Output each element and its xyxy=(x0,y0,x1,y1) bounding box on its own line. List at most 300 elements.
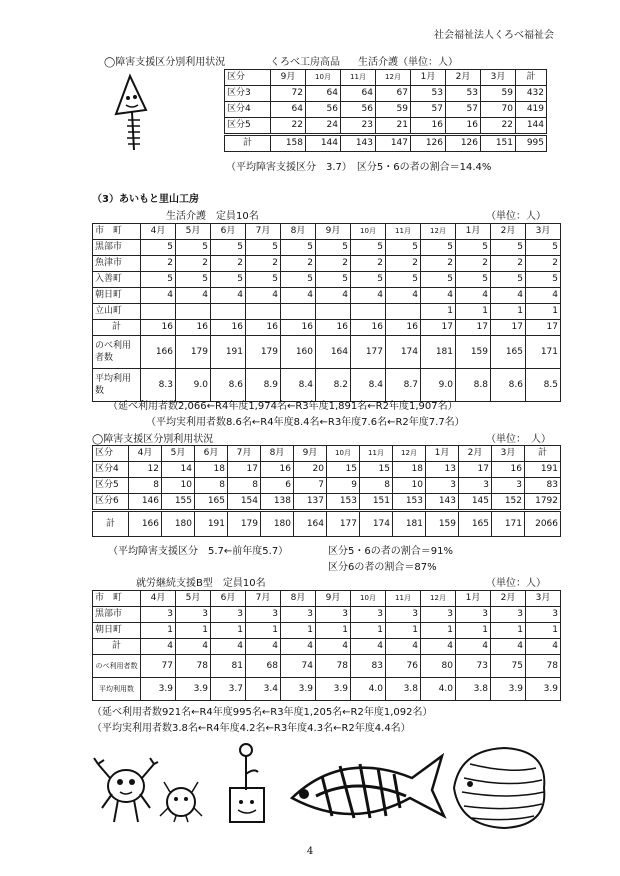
column-header: 区分 xyxy=(93,446,129,462)
sec4-note2: （平均実利用者数3.8名←R4年度4.2名←R3年度4.3名←R2年度4.4名） xyxy=(92,723,411,734)
table-cell: 3 xyxy=(421,607,456,623)
table-cell: 53 xyxy=(446,86,481,102)
table-cell: 23 xyxy=(341,118,376,135)
column-header: 9月 xyxy=(271,70,306,86)
table-cell: 177 xyxy=(327,511,360,537)
table-cell: 4 xyxy=(176,288,211,304)
table-cell: 8 xyxy=(360,478,393,494)
table-row xyxy=(93,240,561,256)
table-cell: 64 xyxy=(306,86,341,102)
table-cell: 153 xyxy=(393,494,426,511)
table-cell: 4 xyxy=(176,639,211,655)
table-cell: 3 xyxy=(459,478,492,494)
table-cell: 57 xyxy=(411,102,446,118)
sec3-title: ◯障害支援区分別利用状況 xyxy=(92,434,214,445)
table-cell: 5 xyxy=(386,272,421,288)
table-cell: 152 xyxy=(492,494,525,511)
table-cell: 174 xyxy=(386,336,421,369)
table-cell: 5 xyxy=(386,240,421,256)
header-row xyxy=(93,591,561,607)
table-cell: 81 xyxy=(211,655,246,678)
table-row xyxy=(93,462,561,478)
table-cell: 4 xyxy=(491,288,526,304)
column-header: 8月 xyxy=(261,446,294,462)
table-cell: 3.9 xyxy=(491,678,526,701)
table-cell: 2 xyxy=(456,256,491,272)
table-cell: 191 xyxy=(195,511,228,537)
table-cell: 70 xyxy=(481,102,516,118)
table-row xyxy=(93,607,561,623)
table-cell: 3 xyxy=(426,478,459,494)
table-cell: 4 xyxy=(386,288,421,304)
column-header: 5月 xyxy=(176,224,211,240)
round-fish-drawing-icon xyxy=(448,744,552,830)
table-cell: 3.9 xyxy=(526,678,561,701)
table-cell: 17 xyxy=(228,462,261,478)
table-cell: 17 xyxy=(456,320,491,336)
table-cell: 8.4 xyxy=(351,369,386,402)
table-cell: 5 xyxy=(316,272,351,288)
column-header: 4月 xyxy=(129,446,162,462)
table-cell: 64 xyxy=(341,86,376,102)
table-cell: 4 xyxy=(141,288,176,304)
table-cell: 18 xyxy=(195,462,228,478)
table-cell: 4 xyxy=(351,288,386,304)
table-cell: 5 xyxy=(351,272,386,288)
table-cell: 8.7 xyxy=(386,369,421,402)
table-row xyxy=(225,135,547,152)
sec2-note1: （延べ利用者数2,066←R4年度1,974名←R3年度1,891名←R2年度1,907名） xyxy=(108,401,458,412)
table-cell: 995 xyxy=(516,135,547,152)
table-cell: 3 xyxy=(526,607,561,623)
table-cell: 181 xyxy=(421,336,456,369)
table-cell: 179 xyxy=(228,511,261,537)
table-cell: 432 xyxy=(516,86,547,102)
table-cell xyxy=(351,304,386,320)
table-cell: 191 xyxy=(525,462,561,478)
table-cell: 154 xyxy=(228,494,261,511)
table-cell: 5 xyxy=(491,272,526,288)
table-cell: 126 xyxy=(411,135,446,152)
table-cell: 73 xyxy=(456,655,491,678)
table-cell: 1 xyxy=(456,623,491,639)
row-label: 黒部市 xyxy=(93,607,141,623)
column-header: 計 xyxy=(516,70,547,86)
table-cell: 1 xyxy=(526,623,561,639)
table-cell: 4 xyxy=(421,288,456,304)
table-cell: 67 xyxy=(376,86,411,102)
column-header: 12月 xyxy=(393,446,426,462)
table-row xyxy=(93,272,561,288)
table-cell: 166 xyxy=(141,336,176,369)
row-label: 区分4 xyxy=(225,102,271,118)
table-cell: 2 xyxy=(491,256,526,272)
table-cell: 56 xyxy=(341,102,376,118)
table-row xyxy=(93,320,561,336)
table-cell: 1 xyxy=(316,623,351,639)
table-row xyxy=(93,478,561,494)
table-cell: 17 xyxy=(421,320,456,336)
column-header: 4月 xyxy=(141,591,176,607)
table-cell: 2 xyxy=(421,256,456,272)
table-cell: 5 xyxy=(526,240,561,256)
table-cell: 16 xyxy=(176,320,211,336)
table-cell: 160 xyxy=(281,336,316,369)
table-cell: 144 xyxy=(516,118,547,135)
table-cell: 78 xyxy=(176,655,211,678)
crab-drawing-icon xyxy=(90,748,160,828)
table-cell: 75 xyxy=(491,655,526,678)
sec2-subtitle: 生活介護 定員10名 xyxy=(166,211,259,222)
column-header: 2月 xyxy=(459,446,492,462)
column-header: 7月 xyxy=(228,446,261,462)
column-header: 8月 xyxy=(281,591,316,607)
column-header: 5月 xyxy=(176,591,211,607)
table-cell: 16 xyxy=(281,320,316,336)
table-cell: 21 xyxy=(376,118,411,135)
sec4-unit: （単位：人） xyxy=(486,578,546,589)
table-cell: 1 xyxy=(351,623,386,639)
table-cell: 8.2 xyxy=(316,369,351,402)
table-cell: 5 xyxy=(351,240,386,256)
table-cell: 4 xyxy=(316,639,351,655)
table-cell xyxy=(246,304,281,320)
table-cell: 16 xyxy=(411,118,446,135)
row-label: 入善町 xyxy=(93,272,141,288)
table-cell: 8 xyxy=(228,478,261,494)
table-cell: 155 xyxy=(162,494,195,511)
organization-name: 社会福祉法人くろべ福祉会 xyxy=(434,30,554,41)
table-cell: 177 xyxy=(351,336,386,369)
table-row xyxy=(93,639,561,655)
table-cell: 5 xyxy=(211,272,246,288)
table-cell: 16 xyxy=(316,320,351,336)
table-cell: 16 xyxy=(446,118,481,135)
row-label: 平均利用数 xyxy=(93,369,141,402)
column-header: 11月 xyxy=(386,224,421,240)
sec2-unit: （単位：人） xyxy=(486,211,546,222)
table-cell: 4 xyxy=(141,639,176,655)
table-cell: 2 xyxy=(526,256,561,272)
table-cell: 4 xyxy=(246,288,281,304)
table-cell: 4 xyxy=(526,639,561,655)
column-header: 3月 xyxy=(526,224,561,240)
table-cell: 9 xyxy=(327,478,360,494)
table-cell: 5 xyxy=(176,272,211,288)
column-header: 10月 xyxy=(351,224,386,240)
column-header: 5月 xyxy=(162,446,195,462)
table-cell: 179 xyxy=(246,336,281,369)
table-cell: 14 xyxy=(162,462,195,478)
table-cell: 8.4 xyxy=(281,369,316,402)
table-cell: 158 xyxy=(271,135,306,152)
column-header: 2月 xyxy=(446,70,481,86)
table-cell: 3 xyxy=(316,607,351,623)
table-cell: 4 xyxy=(526,288,561,304)
column-header: 計 xyxy=(525,446,561,462)
column-header: 6月 xyxy=(211,591,246,607)
table-cell: 171 xyxy=(492,511,525,537)
table-cell: 15 xyxy=(360,462,393,478)
table-cell: 2 xyxy=(316,256,351,272)
column-header: 1月 xyxy=(456,591,491,607)
row-label: 朝日町 xyxy=(93,623,141,639)
row-label: 区分3 xyxy=(225,86,271,102)
column-header: 市 町 xyxy=(93,224,141,240)
row-label: 黒部市 xyxy=(93,240,141,256)
table-cell: 3 xyxy=(141,607,176,623)
table-cell: 76 xyxy=(386,655,421,678)
table-cell: 4 xyxy=(456,639,491,655)
column-header: 11月 xyxy=(386,591,421,607)
column-header: 12月 xyxy=(421,224,456,240)
table-row xyxy=(93,256,561,272)
table-cell: 16 xyxy=(492,462,525,478)
column-header: 9月 xyxy=(316,591,351,607)
column-header: 10月 xyxy=(327,446,360,462)
column-header: 8月 xyxy=(281,224,316,240)
column-header: 4月 xyxy=(141,224,176,240)
table-cell: 165 xyxy=(491,336,526,369)
table-cell: 59 xyxy=(481,86,516,102)
table-cell: 2 xyxy=(386,256,421,272)
table-cell: 151 xyxy=(360,494,393,511)
table-cell: 143 xyxy=(341,135,376,152)
table-cell: 5 xyxy=(456,240,491,256)
table-cell: 1 xyxy=(386,623,421,639)
table-cell: 179 xyxy=(176,336,211,369)
table-cell: 8.8 xyxy=(456,369,491,402)
column-header: 10月 xyxy=(351,591,386,607)
row-label: 区分5 xyxy=(93,478,129,494)
table-cell: 5 xyxy=(421,272,456,288)
table-cell: 144 xyxy=(306,135,341,152)
table-cell: 4 xyxy=(211,288,246,304)
table-cell: 3 xyxy=(211,607,246,623)
row-label: 区分4 xyxy=(93,462,129,478)
table-cell: 8.3 xyxy=(141,369,176,402)
sec3-unit: （単位： 人） xyxy=(486,434,551,445)
table-cell: 5 xyxy=(246,272,281,288)
table-row xyxy=(93,304,561,320)
table-cell: 5 xyxy=(526,272,561,288)
table-row xyxy=(225,102,547,118)
table-cell: 4 xyxy=(281,639,316,655)
column-header: 11月 xyxy=(341,70,376,86)
sec3-table xyxy=(92,445,561,537)
column-header: 2月 xyxy=(491,224,526,240)
table-cell: 3.9 xyxy=(316,678,351,701)
table-cell: 5 xyxy=(246,240,281,256)
sec1-table xyxy=(224,69,547,152)
table-cell: 159 xyxy=(426,511,459,537)
table-cell: 3.9 xyxy=(176,678,211,701)
table-row xyxy=(93,623,561,639)
table-cell: 4 xyxy=(281,288,316,304)
column-header: 10月 xyxy=(306,70,341,86)
table-cell: 78 xyxy=(526,655,561,678)
table-cell: 153 xyxy=(327,494,360,511)
table-row xyxy=(93,336,561,369)
flower-pot-drawing-icon xyxy=(224,740,274,830)
table-cell: 2066 xyxy=(525,511,561,537)
table-cell: 68 xyxy=(246,655,281,678)
sec3-note2: 区分6の者の割合＝87% xyxy=(328,562,437,573)
table-cell: 16 xyxy=(141,320,176,336)
sec1-service: 生活介護（単位：人） xyxy=(358,57,458,68)
table-cell: 1 xyxy=(141,623,176,639)
sec2-table xyxy=(92,223,561,402)
table-cell: 5 xyxy=(141,272,176,288)
table-cell: 1 xyxy=(281,623,316,639)
table-cell: 15 xyxy=(327,462,360,478)
table-cell xyxy=(211,304,246,320)
table-cell: 1 xyxy=(421,304,456,320)
row-label: 計 xyxy=(93,511,129,537)
sec1-title: ◯障害支援区分別利用状況 xyxy=(104,57,226,68)
sec3-note1a: （平均障害支援区分 5.7←前年度5.7） xyxy=(108,546,289,557)
table-cell: 22 xyxy=(271,118,306,135)
table-cell xyxy=(316,304,351,320)
table-cell: 2 xyxy=(281,256,316,272)
table-cell: 4 xyxy=(456,288,491,304)
table-cell: 164 xyxy=(316,336,351,369)
table-cell: 3 xyxy=(456,607,491,623)
table-row xyxy=(93,678,561,701)
table-cell: 10 xyxy=(393,478,426,494)
table-cell: 164 xyxy=(294,511,327,537)
column-header: 1月 xyxy=(426,446,459,462)
table-cell: 8 xyxy=(129,478,162,494)
table-cell: 2 xyxy=(141,256,176,272)
table-cell: 17 xyxy=(459,462,492,478)
table-cell: 5 xyxy=(176,240,211,256)
table-cell: 5 xyxy=(456,272,491,288)
column-header: 12月 xyxy=(376,70,411,86)
table-cell: 64 xyxy=(271,102,306,118)
table-cell: 8.9 xyxy=(246,369,281,402)
column-header: 6月 xyxy=(211,224,246,240)
column-header: 2月 xyxy=(491,591,526,607)
table-cell: 2 xyxy=(246,256,281,272)
table-cell: 9.0 xyxy=(176,369,211,402)
table-cell: 3 xyxy=(281,607,316,623)
table-cell: 165 xyxy=(459,511,492,537)
sec2-note2: （平均実利用者数8.6名←R4年度8.4名←R3年度7.6名←R2年度7.7名） xyxy=(146,417,465,428)
table-cell: 151 xyxy=(481,135,516,152)
table-cell: 2 xyxy=(211,256,246,272)
table-row xyxy=(93,511,561,537)
table-cell: 56 xyxy=(306,102,341,118)
table-cell: 1 xyxy=(211,623,246,639)
column-header: 9月 xyxy=(316,224,351,240)
table-cell: 146 xyxy=(129,494,162,511)
sec4-note1: （延べ利用者数921名←R4年度995名←R3年度1,205名←R2年度1,092名） xyxy=(92,707,433,718)
table-cell: 180 xyxy=(162,511,195,537)
table-cell: 80 xyxy=(421,655,456,678)
table-cell: 72 xyxy=(271,86,306,102)
table-cell: 2 xyxy=(176,256,211,272)
header-row xyxy=(93,224,561,240)
sec2-title: （3）あいもと里山工房 xyxy=(92,194,199,205)
row-label: 朝日町 xyxy=(93,288,141,304)
table-cell: 3 xyxy=(351,607,386,623)
table-cell: 181 xyxy=(393,511,426,537)
table-cell: 1 xyxy=(176,623,211,639)
column-header: 11月 xyxy=(360,446,393,462)
table-cell: 13 xyxy=(426,462,459,478)
table-cell: 1 xyxy=(491,304,526,320)
column-header: 7月 xyxy=(246,224,281,240)
table-cell: 3.8 xyxy=(386,678,421,701)
row-label: 魚津市 xyxy=(93,256,141,272)
table-cell: 4 xyxy=(246,639,281,655)
table-cell: 17 xyxy=(491,320,526,336)
table-cell: 53 xyxy=(411,86,446,102)
table-cell: 174 xyxy=(360,511,393,537)
table-cell: 8.6 xyxy=(491,369,526,402)
table-cell: 180 xyxy=(261,511,294,537)
row-label: 平均利用数 xyxy=(93,678,141,701)
table-cell: 3.9 xyxy=(141,678,176,701)
table-cell: 165 xyxy=(195,494,228,511)
table-cell: 3.4 xyxy=(246,678,281,701)
row-label: 計 xyxy=(225,135,271,152)
sec4-subtitle: 就労継続支援B型 定員10名 xyxy=(136,578,266,589)
table-cell xyxy=(281,304,316,320)
table-cell: 16 xyxy=(211,320,246,336)
table-cell: 3 xyxy=(246,607,281,623)
table-cell xyxy=(176,304,211,320)
table-cell: 3.9 xyxy=(281,678,316,701)
table-cell: 5 xyxy=(316,240,351,256)
table-cell: 5 xyxy=(281,240,316,256)
table-cell xyxy=(141,304,176,320)
table-cell: 4.0 xyxy=(351,678,386,701)
table-cell: 3.7 xyxy=(211,678,246,701)
row-label: 計 xyxy=(93,639,141,655)
table-cell: 5 xyxy=(211,240,246,256)
row-label: 区分5 xyxy=(225,118,271,135)
fish-drawing-icon xyxy=(282,746,452,830)
table-cell: 126 xyxy=(446,135,481,152)
table-cell: 171 xyxy=(526,336,561,369)
table-cell: 145 xyxy=(459,494,492,511)
table-cell: 74 xyxy=(281,655,316,678)
table-cell: 59 xyxy=(376,102,411,118)
table-cell: 3 xyxy=(176,607,211,623)
column-header: 7月 xyxy=(246,591,281,607)
column-header: 6月 xyxy=(195,446,228,462)
table-cell: 4.0 xyxy=(421,678,456,701)
table-cell: 1792 xyxy=(525,494,561,511)
table-cell: 16 xyxy=(386,320,421,336)
table-row xyxy=(93,494,561,511)
row-label: のべ利用者数 xyxy=(93,655,141,678)
table-cell: 83 xyxy=(525,478,561,494)
table-row xyxy=(93,655,561,678)
table-cell: 12 xyxy=(129,462,162,478)
table-cell: 138 xyxy=(261,494,294,511)
table-cell: 3.8 xyxy=(456,678,491,701)
table-cell xyxy=(386,304,421,320)
header-row xyxy=(93,446,561,462)
table-cell: 5 xyxy=(141,240,176,256)
column-header: 3月 xyxy=(481,70,516,86)
table-cell: 8 xyxy=(195,478,228,494)
table-cell: 4 xyxy=(211,639,246,655)
table-cell: 3 xyxy=(386,607,421,623)
